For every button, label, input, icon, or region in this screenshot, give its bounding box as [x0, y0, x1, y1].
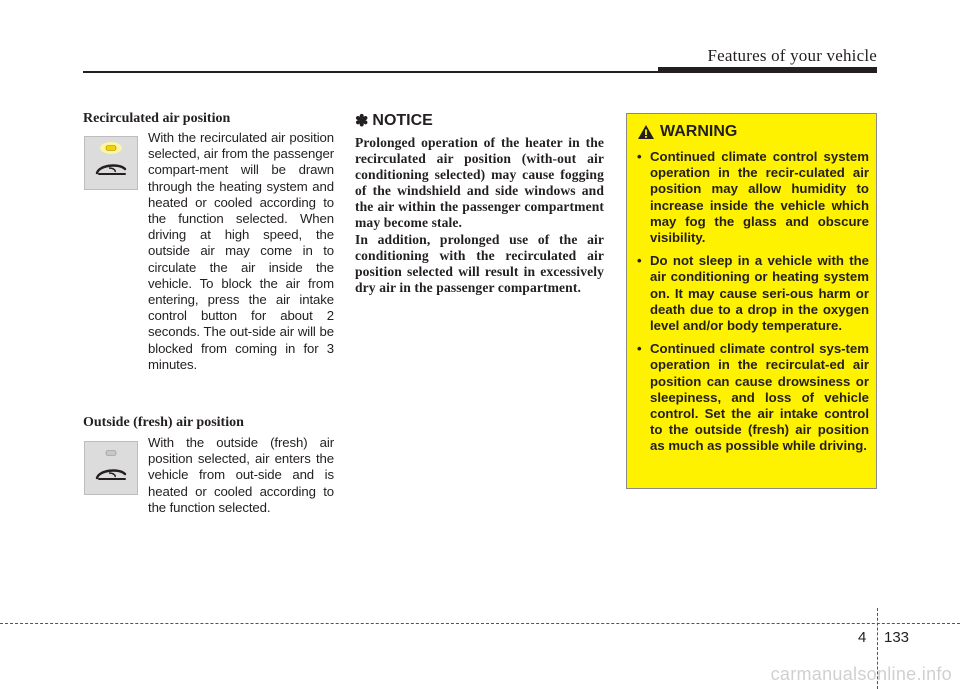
warning-triangle-icon [637, 124, 655, 140]
watermark: carmanualsonline.info [770, 664, 952, 684]
page-number: 133 [884, 629, 910, 646]
page-header-title: Features of your vehicle [707, 46, 877, 65]
notice-paragraph-2: In addition, prolonged use of the air conditioning with the recirculated air position selected will result in excessively dry air in the passenger compartment. [355, 231, 604, 295]
bullet-icon: • [637, 253, 642, 269]
warning-item [637, 341, 869, 454]
recirculated-heading: Recirculated air position [83, 111, 231, 126]
notice-mark-icon: ✽ [355, 113, 369, 130]
recirculated-body: With the recirculated air position selected, air from the passenger compart-ment will be drawn through the heating system and heated or cooled according to the function selected. When driving at high speed, the outside air may come in to circulate the air inside the vehicle. To block the air from entering, press the air intake control button for about 2 seconds. The out-side air will be blocked from coming in for 3 minutes. [148, 130, 334, 372]
notice-title: NOTICE [372, 112, 433, 129]
outside-body: With the outside (fresh) air position selected, air enters the vehicle from out-side and is heated or cooled according to the function selected. [148, 435, 334, 515]
bullet-icon: • [637, 341, 642, 357]
recirculation-button-icon [84, 136, 138, 190]
warning-title: WARNING [660, 123, 738, 140]
warning-list [637, 149, 869, 462]
notice-paragraph-1: Prolonged operation of the heater in the recirculated air position (with-out air conditioning selected) may cause fogging of the windshield and side windows and the air within the passenger compartment may become stale. [355, 135, 604, 231]
notice-body [355, 135, 604, 296]
warning-item-text: Continued climate control sys-tem operation in the recirculat-ed air position can cause drowsiness or sleepiness, and loss of vehicle control. Set the air intake control to the outside (fresh) air position as much as possible while driving. [650, 341, 869, 454]
warning-item-text: Do not sleep in a vehicle with the air conditioning or heating system on. It may cause seri-ous harm or death due to a drop in the oxygen level and/or body temperature. [650, 253, 869, 334]
notice-heading [355, 111, 433, 131]
warning-box [626, 113, 877, 489]
outside-heading: Outside (fresh) air position [83, 415, 244, 430]
chapter-number: 4 [858, 629, 867, 646]
bullet-icon: • [637, 149, 642, 164]
header-rule-accent [658, 67, 877, 73]
fresh-air-button-icon [84, 441, 138, 495]
warning-heading [637, 123, 737, 141]
warning-item [637, 253, 869, 334]
warning-item [637, 149, 869, 246]
warning-item-text: Continued climate control system operation in the recir-culated air position may allow humidity to increase inside the vehicle which may fog the glass and obscure visibility. [650, 149, 869, 246]
footer-dashed-rule [0, 623, 960, 624]
